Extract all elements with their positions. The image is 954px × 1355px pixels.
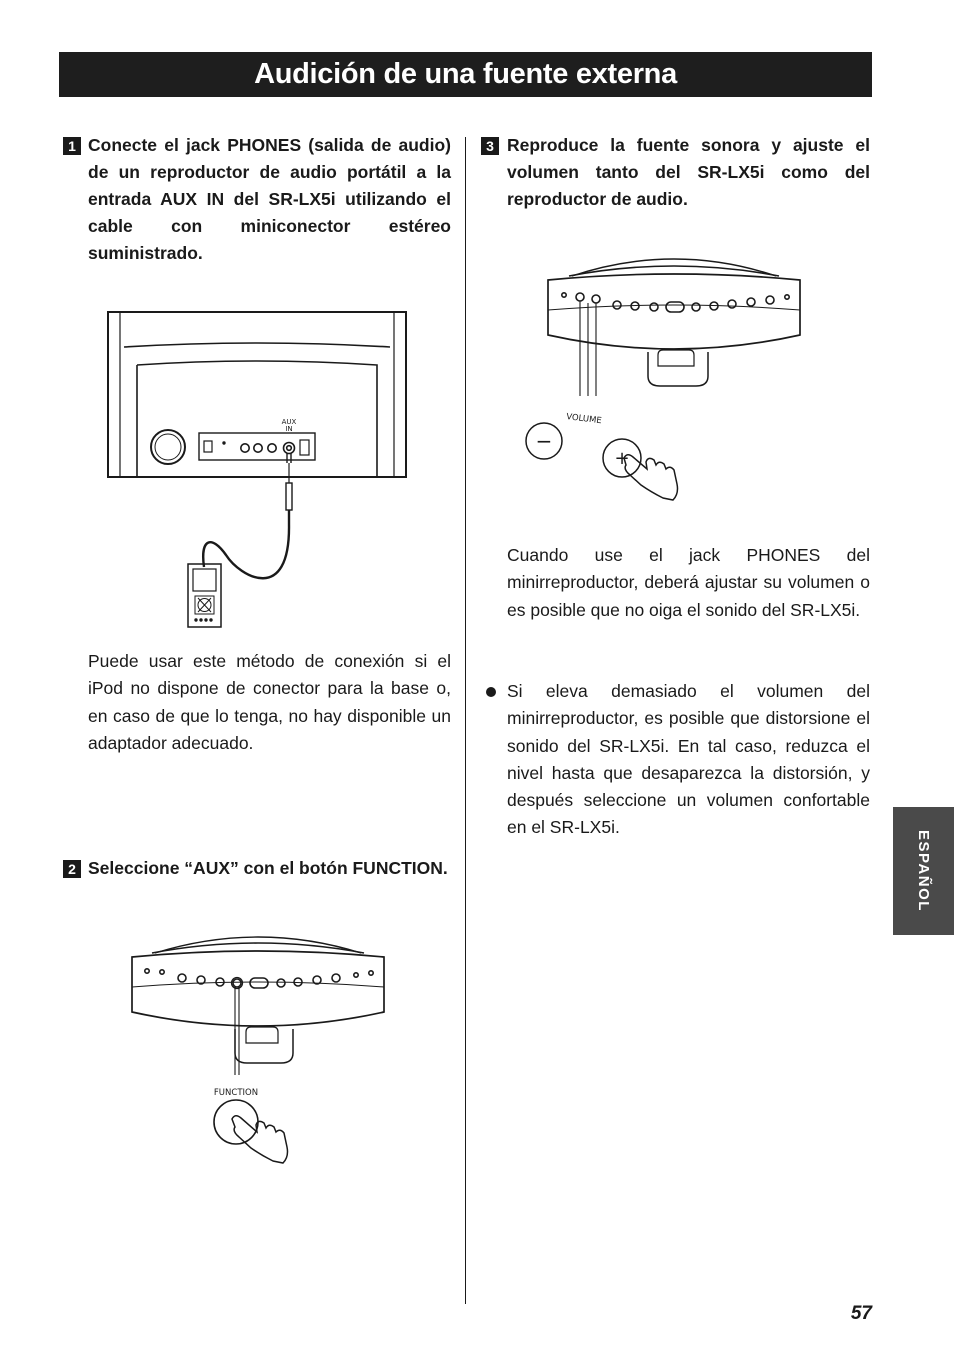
volume-label: VOLUME xyxy=(565,412,603,427)
language-tab-label: ESPAÑOL xyxy=(915,830,932,912)
column-divider xyxy=(465,137,466,1304)
aux-in-label-top: AUX xyxy=(281,418,297,426)
page-number: 57 xyxy=(850,1303,872,1324)
step-1-note: Puede usar este método de conexión si el iPod no dispone de conector para la base o, en caso de que lo tenga, no hay disponible un adaptador adecuado. xyxy=(88,651,451,753)
step-3-number: 3 xyxy=(481,137,499,155)
function-button-figure xyxy=(125,925,395,1165)
plus-icon: + xyxy=(614,448,630,469)
step-3-instruction: Reproduce la fuente sonora y ajuste el volumen tanto del SR-LX5i como del reproductor de audio. xyxy=(507,135,870,209)
step-3-caution: Si eleva demasiado el volumen del minirreproductor, es posible que distorsione el sonido del SR-LX5i. En tal caso, reduzca el nivel hasta que desaparezca la distorsión, y después seleccione un volumen confortable en el SR-LX5i. xyxy=(507,681,870,838)
step-3-note: Cuando use el jack PHONES del minirreproductor, deberá ajustar su volumen o es posible que no oiga el sonido del SR-LX5i. xyxy=(507,545,870,620)
bullet-icon xyxy=(486,687,496,697)
rear-panel-connection-figure xyxy=(100,305,415,635)
page-title: Audición de una fuente externa xyxy=(59,52,872,97)
step-1-instruction: Conecte el jack PHONES (salida de audio) de un reproductor de audio portátil a la entrada AUX IN del SR-LX5i utilizando el cable con miniconector estéreo suministrado. xyxy=(88,135,451,263)
minus-icon: − xyxy=(535,429,553,453)
aux-in-label-bottom: IN xyxy=(285,425,293,433)
step-2-instruction: Seleccione “AUX” con el botón FUNCTION. xyxy=(88,858,448,878)
language-tab xyxy=(893,807,954,935)
volume-buttons-figure xyxy=(535,248,810,510)
function-label: FUNCTION xyxy=(213,1088,259,1098)
step-2-number: 2 xyxy=(63,860,81,878)
step-1-number: 1 xyxy=(63,137,81,155)
